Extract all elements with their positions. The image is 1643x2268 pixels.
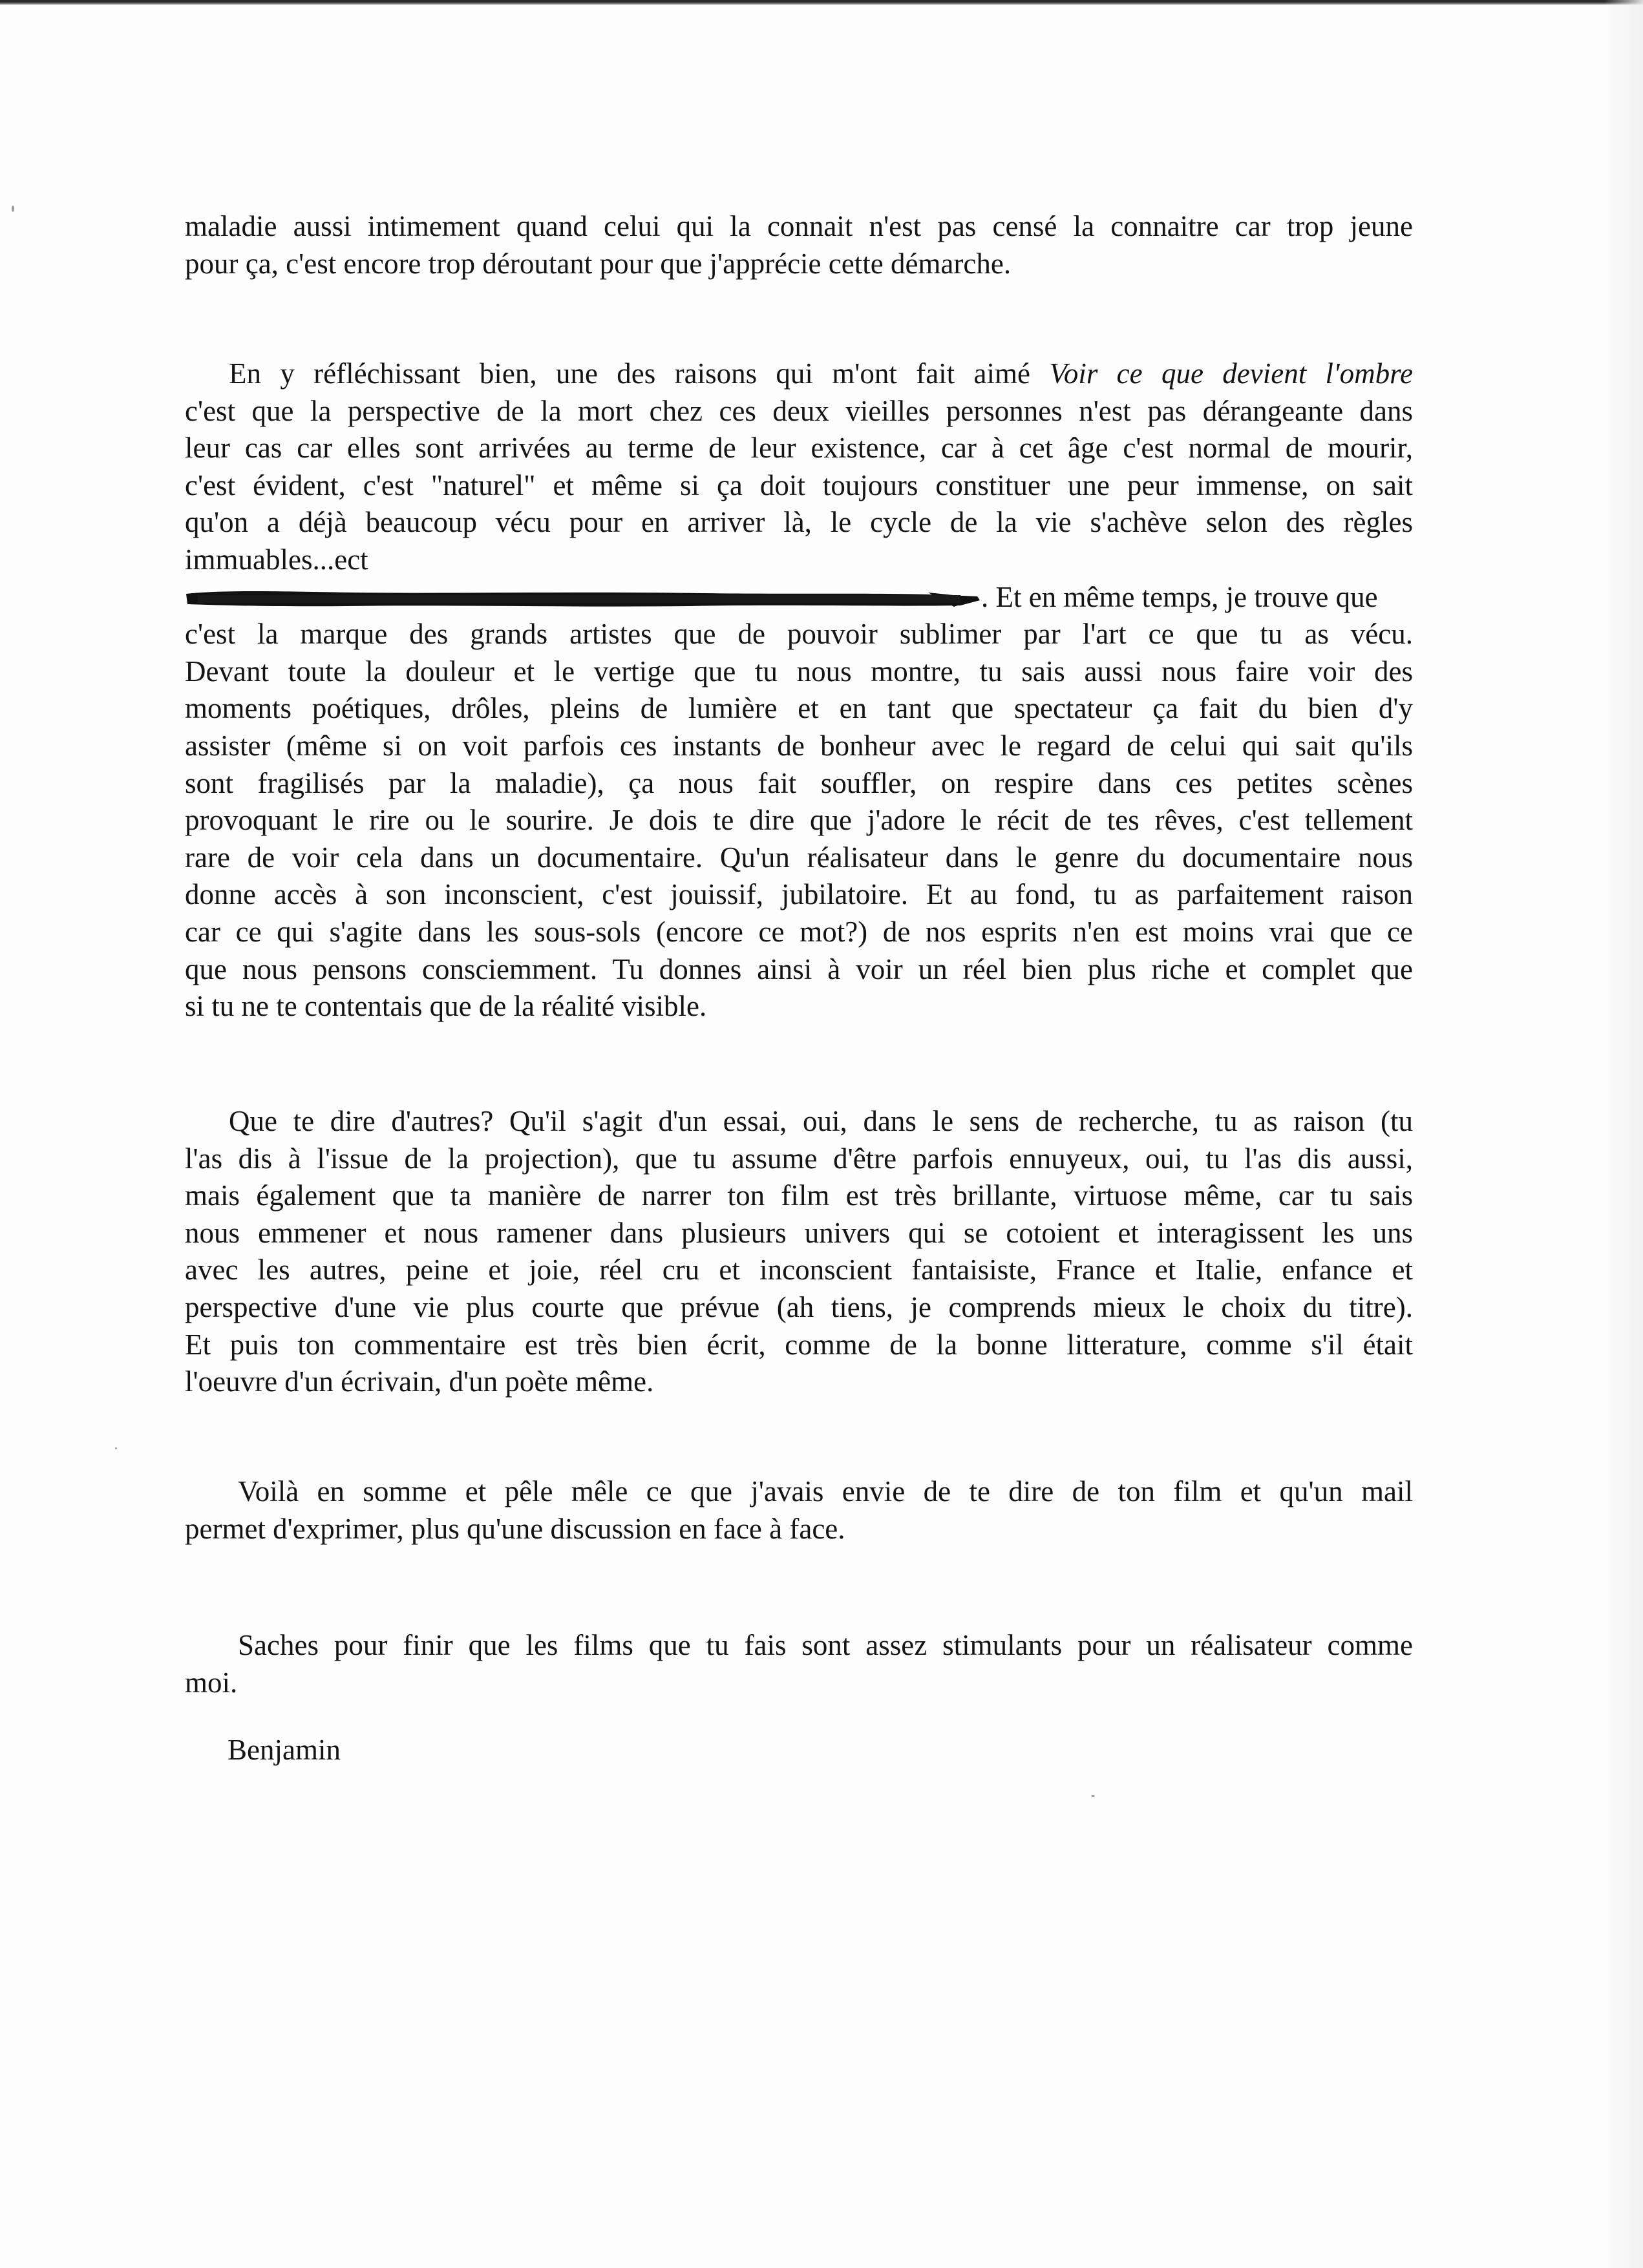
signature xyxy=(228,1732,486,1769)
scan-speck xyxy=(115,1447,117,1449)
text-line: Devant toute la douleur et le vertige que tu nous montre, tu sais aussi nous faire voir des xyxy=(185,655,1413,688)
text-line: Que te dire d'autres? Qu'il s'agit d'un essai, oui, dans le sens de recherche, tu as raison (tu xyxy=(229,1105,1413,1137)
scan-right-shade xyxy=(1604,0,1643,2268)
text-line: perspective d'une vie plus courte que prévue (ah tiens, je comprends mieux le choix du titre). xyxy=(185,1290,1413,1323)
text-line: si tu ne te contentais que de la réalité visible. xyxy=(185,990,707,1023)
text-line: pour ça, c'est encore trop déroutant pour que j'apprécie cette démarche. xyxy=(185,247,1012,280)
text-fragment: . Et en même temps, je trouve que xyxy=(981,580,1378,613)
text-line: c'est évident, c'est "naturel" et même si ça doit toujours constituer une peur immense, on sait xyxy=(185,468,1413,501)
scan-speck xyxy=(12,205,14,212)
text-fragment: En y réfléchissant bien, une des raisons qui m'ont fait aimé xyxy=(229,357,1050,390)
signature-name: Benjamin xyxy=(228,1734,341,1766)
scan-speck xyxy=(1091,1795,1095,1797)
paragraph-1 xyxy=(185,208,1413,282)
text-line: leur cas car elles sont arrivées au terme de leur existence, car à cet âge c'est normal de mourir, xyxy=(185,432,1413,465)
text-line: Et puis ton commentaire est très bien écrit, comme de la bonne litterature, comme s'il était xyxy=(185,1328,1413,1361)
text-line: Voilà en somme et pêle mêle ce que j'avais envie de te dire de ton film et qu'un mail xyxy=(238,1475,1413,1507)
film-title: Voir ce que devient l'ombre xyxy=(1049,357,1413,390)
redaction-mark xyxy=(185,587,981,607)
text-line: nous emmener et nous ramener dans plusieurs univers qui se cotoient et interagissent les uns xyxy=(185,1216,1413,1249)
paragraph-4 xyxy=(185,1473,1413,1548)
redacted-line xyxy=(185,579,1413,616)
text-line: moments poétiques, drôles, pleins de lumière et en tant que spectateur ça fait du bien d'y xyxy=(185,692,1413,725)
text-line: l'oeuvre d'un écrivain, d'un poète même. xyxy=(185,1365,654,1398)
paragraph-2 xyxy=(185,355,1413,1025)
text-line: que nous pensons consciemment. Tu donnes ainsi à voir un réel bien plus riche et complet que xyxy=(185,952,1413,985)
text-line: permet d'exprimer, plus qu'une discussion en face à face. xyxy=(185,1512,845,1545)
text-line: immuables...ect xyxy=(185,543,368,576)
text-line: provoquant le rire ou le sourire. Je dois te dire que j'adore le récit de tes rêves, c'est tellement xyxy=(185,804,1413,837)
text-line: c'est la marque des grands artistes que de pouvoir sublimer par l'art ce que tu as vécu. xyxy=(185,618,1413,651)
paragraph-5 xyxy=(185,1627,1413,1701)
text-line: maladie aussi intimement quand celui qui la connait n'est pas censé la connaitre car trop jeune xyxy=(185,210,1413,242)
text-line: donne accès à son inconscient, c'est jouissif, jubilatoire. Et au fond, tu as parfaitement raison xyxy=(185,878,1413,911)
text-line: l'as dis à l'issue de la projection), que tu assume d'être parfois ennuyeux, oui, tu l'as dis aussi, xyxy=(185,1142,1413,1175)
text-line: rare de voir cela dans un documentaire. Qu'un réalisateur dans le genre du documentaire nous xyxy=(185,841,1413,874)
text-line xyxy=(185,355,1413,393)
scan-top-edge xyxy=(0,0,1643,5)
text-line: mais également que ta manière de narrer ton film est très brillante, virtuose même, car tu sais xyxy=(185,1179,1413,1212)
text-line: qu'on a déjà beaucoup vécu pour en arriver là, le cycle de la vie s'achève selon des règles xyxy=(185,506,1413,539)
text-line: Saches pour finir que les films que tu fais sont assez stimulants pour un réalisateur comme xyxy=(238,1629,1413,1661)
text-line: car ce qui s'agite dans les sous-sols (encore ce mot?) de nos esprits n'en est moins vrai que ce xyxy=(185,915,1413,948)
text-line: assister (même si on voit parfois ces instants de bonheur avec le regard de celui qui sait qu'ils xyxy=(185,729,1413,762)
text-line: c'est que la perspective de la mort chez ces deux vieilles personnes n'est pas dérangeante dans xyxy=(185,394,1413,427)
text-line: sont fragilisés par la maladie), ça nous fait souffler, on respire dans ces petites scènes xyxy=(185,766,1413,799)
text-line: avec les autres, peine et joie, réel cru et inconscient fantaisiste, France et Italie, enfance et xyxy=(185,1254,1413,1286)
text-line: moi. xyxy=(185,1666,238,1699)
paragraph-3 xyxy=(185,1103,1413,1401)
